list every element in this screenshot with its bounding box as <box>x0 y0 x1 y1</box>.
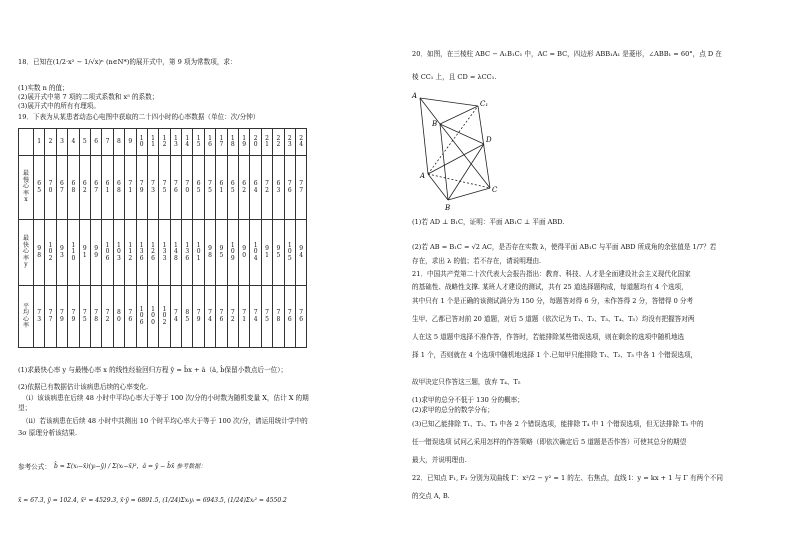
q21-line-2: 的基础性、战略性支撑. 某班人才建设的测试，共有 25 道选择题构成，每道题均有 4 个选项， <box>412 283 688 291</box>
hour-cell: 4 <box>68 129 79 156</box>
slowest-cell: 71 <box>125 156 136 220</box>
hour-cell: 12 <box>159 129 170 156</box>
fastest-cell: 133 <box>159 220 170 286</box>
average-cell: 71 <box>239 286 250 348</box>
hour-cell: 18 <box>227 129 238 156</box>
hour-cell: 6 <box>90 129 101 156</box>
slowest-cell: 70 <box>182 156 193 220</box>
hour-cell: 17 <box>216 129 227 156</box>
heart-rate-table <box>18 128 307 348</box>
slowest-cell: 72 <box>261 156 272 220</box>
fastest-cell: 112 <box>125 220 136 286</box>
fastest-cell: 101 <box>193 220 204 286</box>
hour-cell: 7 <box>102 129 113 156</box>
row-header: 平均心率 <box>19 286 34 348</box>
q20-title-2: 棱 CC₁ 上，且 CD = λCC₁. <box>412 73 497 81</box>
slowest-cell: 75 <box>204 156 215 220</box>
fig-label-a1: A <box>412 92 418 100</box>
row-header <box>19 129 34 156</box>
q21-line-4: 生甲、乙都已答对前 20 道题，对后 5 道题（依次记为 T₁、T₂、T₃、T₄、T₅）均没有把握答对两 <box>412 315 695 323</box>
slowest-cell: 68 <box>113 156 124 220</box>
q21-line-6: 择 1 个，否则就在 4 个选项中随机地选择 1 个.已知甲只能排除 T₁、T₂、T₃ 中各 1 个错误选项， <box>412 351 698 359</box>
slowest-cell: 62 <box>79 156 90 220</box>
fastest-cell: 99 <box>90 220 101 286</box>
hour-cell: 9 <box>125 129 136 156</box>
average-cell: 102 <box>159 286 170 348</box>
hour-cell: 1 <box>34 129 45 156</box>
average-cell: 79 <box>56 286 67 348</box>
fastest-cell: 109 <box>227 220 238 286</box>
slowest-cell: 75 <box>159 156 170 220</box>
q18-item-1: (1)实数 n 的值； <box>18 84 69 92</box>
fastest-cell: 104 <box>250 220 261 286</box>
average-cell: 78 <box>273 286 284 348</box>
slowest-cell: 65 <box>34 156 45 220</box>
hour-cell: 5 <box>79 129 90 156</box>
table-row-slowest <box>19 156 307 220</box>
fastest-cell: 94 <box>295 220 306 286</box>
fig-label-b1: B <box>432 120 438 128</box>
row-header: 最慢心率x <box>19 156 34 220</box>
q22-line-2: 的交点 A, B. <box>412 492 450 500</box>
hour-cell: 16 <box>204 129 215 156</box>
fastest-cell: 95 <box>273 220 284 286</box>
fig-label-c1: C₁ <box>480 100 489 108</box>
fig-label-a: A <box>420 172 426 180</box>
fastest-cell: 91 <box>261 220 272 286</box>
average-cell: 73 <box>34 286 45 348</box>
fastest-cell: 98 <box>34 220 45 286</box>
hour-cell: 11 <box>147 129 158 156</box>
hour-cell: 3 <box>56 129 67 156</box>
fastest-cell: 105 <box>284 220 295 286</box>
fastest-cell: 91 <box>79 220 90 286</box>
q21-line-12: 任一错误选项 试问乙采用怎样的作答策略（即依次确定后 5 道题是否作答）可使其总分的期望 <box>412 438 687 446</box>
fastest-cell: 148 <box>170 220 181 286</box>
q21-line-8: 故甲决定只作答这三题，放弃 T₄、T₅ <box>412 378 521 386</box>
slowest-cell: 62 <box>239 156 250 220</box>
fastest-cell: 136 <box>182 220 193 286</box>
slowest-cell: 76 <box>284 156 295 220</box>
q20-item-2: (2)若 AB = B₁C = √2 AC，是否存在实数 λ，使得平面 AB₁C 与平面 ABD 所成角的余弦值是 1/7？若 <box>412 243 717 251</box>
fig-label-b: B <box>445 204 451 212</box>
slowest-cell: 65 <box>193 156 204 220</box>
slowest-cell: 61 <box>216 156 227 220</box>
table-row-hours <box>19 129 307 156</box>
ref-label: 参考公式： <box>18 463 51 471</box>
q19-item-6: 3σ 原理分析该结果. <box>18 429 78 437</box>
q18-item-2: (2)展开式中第 7 项的二项式系数和 x⁵ 的系数； <box>18 93 159 101</box>
slowest-cell: 67 <box>90 156 101 220</box>
slowest-cell: 64 <box>250 156 261 220</box>
hour-cell: 13 <box>170 129 181 156</box>
hour-cell: 14 <box>182 129 193 156</box>
average-cell: 75 <box>261 286 272 348</box>
hour-cell: 10 <box>136 129 147 156</box>
slowest-cell: 76 <box>170 156 181 220</box>
slowest-cell: 65 <box>227 156 238 220</box>
average-cell: 76 <box>125 286 136 348</box>
average-cell: 78 <box>90 286 101 348</box>
average-cell: 77 <box>45 286 56 348</box>
q21-line-5: 人在这 5 道题中选择不准作答，作答时，若能排除某些错误选项，则在剩余的选项中随机地选 <box>412 333 685 341</box>
average-cell: 75 <box>79 286 90 348</box>
q21-line-9: (1)求甲的总分不低于 130 分的概率； <box>412 396 524 404</box>
average-cell: 72 <box>102 286 113 348</box>
fastest-cell: 110 <box>68 220 79 286</box>
ref-formula: b̂ = Σ(xᵢ−x̄)(yᵢ−ȳ) / Σ(xᵢ−x̄)²，â = ȳ − b̂x̄ 参考数据： <box>54 463 207 470</box>
fastest-cell: 102 <box>45 220 56 286</box>
ref-data: x̄ = 67.3, ȳ = 102.4, x̄² = 4529.3, x̄·ȳ = 6891.5, (1/24)Σxᵢyᵢ = 6943.5, (1/24)Σxᵢ² = 4550.2 <box>18 497 287 504</box>
hour-cell: 22 <box>273 129 284 156</box>
average-cell: 74 <box>250 286 261 348</box>
q21-line-1: 21．中国共产党第二十次代表大会报告指出：教育、科技、人才是全面建设社会主义现代化国家 <box>412 270 691 278</box>
fastest-cell: 136 <box>136 220 147 286</box>
hour-cell: 24 <box>295 129 306 156</box>
q21-line-3: 其中只有 1 个是正确的该测试满分为 150 分，每题答对得 6 分，未作答得 2 分，答错得 0 分考 <box>412 297 694 305</box>
average-cell: 80 <box>113 286 124 348</box>
slowest-cell: 73 <box>147 156 158 220</box>
hour-cell: 2 <box>45 129 56 156</box>
q19-item-1: (1)求最快心率 y 与最慢心率 x 的线性经验回归方程 ŷ = b̂x + â（â, b̂保留小数点后一位）； <box>18 366 288 374</box>
hour-cell: 20 <box>250 129 261 156</box>
average-cell: 79 <box>68 286 79 348</box>
slowest-cell: 63 <box>273 156 284 220</box>
q21-line-11: (3)已知乙能排除 T₁、T₂、T₃ 中各 2 个错误选项，能排除 T₄ 中 1 个错误选项，但无法排除 T₅ 中的 <box>412 420 704 428</box>
table-row-average <box>19 286 307 348</box>
average-cell: 79 <box>193 286 204 348</box>
q19-item-5: （ii）若该病患在后续 48 小时中共测出 10 个时平均心率大于等于 100 次/分，请运用统计学中的 <box>22 417 308 425</box>
hour-cell: 15 <box>193 129 204 156</box>
average-cell: 85 <box>182 286 193 348</box>
slowest-cell: 68 <box>68 156 79 220</box>
q20-item-3: 存在，求出 λ 的值；若不存在，请说明理由. <box>412 257 542 265</box>
average-cell: 100 <box>147 286 158 348</box>
row-header: 最快心率y <box>19 220 34 286</box>
prism-figure <box>410 86 510 216</box>
hour-cell: 8 <box>113 129 124 156</box>
q21-line-10: (2)求甲的总分的数学分布； <box>412 406 494 414</box>
fig-label-d: D <box>486 136 492 144</box>
slowest-cell: 67 <box>56 156 67 220</box>
q20-item-1: (1)若 AD ⊥ B₁C，证明：平面 AB₁C ⊥ 平面 ABD. <box>412 218 565 226</box>
fastest-cell: 95 <box>216 220 227 286</box>
q21-line-13: 最大，并说明理由. <box>412 456 467 464</box>
average-cell: 76 <box>284 286 295 348</box>
q18-item-3: (3)展开式中的所有有理项。 <box>18 102 100 110</box>
average-cell: 72 <box>227 286 238 348</box>
hour-cell: 19 <box>239 129 250 156</box>
average-cell: 74 <box>204 286 215 348</box>
hour-cell: 21 <box>261 129 272 156</box>
average-cell: 74 <box>170 286 181 348</box>
q22-line-1: 22．已知点 F₁, F₂ 分别为双曲线 Γ：x²/2 − y² = 1 的左、右焦点，直线 l：y = kx + 1 与 Γ 有两个不同 <box>412 474 723 482</box>
fastest-cell: 106 <box>102 220 113 286</box>
fastest-cell: 126 <box>147 220 158 286</box>
q19-item-4: 望； <box>18 404 32 412</box>
slowest-cell: 77 <box>295 156 306 220</box>
q18-title: 18．已知在(1/2·x² − 1/√x)ⁿ (n∈N*)的展开式中，第 9 项为常数项，求： <box>18 58 237 66</box>
q19-title: 19．下表为从某患者动态心电图中获取的二十四小时的心率数据（单位：次/分钟） <box>18 113 260 121</box>
fastest-cell: 90 <box>239 220 250 286</box>
fastest-cell: 98 <box>204 220 215 286</box>
average-cell: 106 <box>136 286 147 348</box>
slowest-cell: 61 <box>102 156 113 220</box>
fastest-cell: 93 <box>56 220 67 286</box>
q20-title: 20．如图，在三棱柱 ABC − A₁B₁C₁ 中，AC = BC，四边形 ABB₁A₁ 是菱形，∠ABB₁ = 60°，点 D 在 <box>412 50 722 58</box>
q19-item-2: (2)依据已有数据估计该病患后续的心率变化. <box>18 383 149 391</box>
average-cell: 76 <box>216 286 227 348</box>
table-row-fastest <box>19 220 307 286</box>
slowest-cell: 70 <box>45 156 56 220</box>
fig-label-c: C <box>492 186 498 194</box>
hour-cell: 23 <box>284 129 295 156</box>
average-cell: 76 <box>295 286 306 348</box>
slowest-cell: 79 <box>136 156 147 220</box>
fastest-cell: 103 <box>113 220 124 286</box>
q19-item-3: （i）该该病患在后续 48 小时中平均心率大于等于 100 次/分的小时数为随机变量 X，估计 X 的期 <box>22 394 309 402</box>
